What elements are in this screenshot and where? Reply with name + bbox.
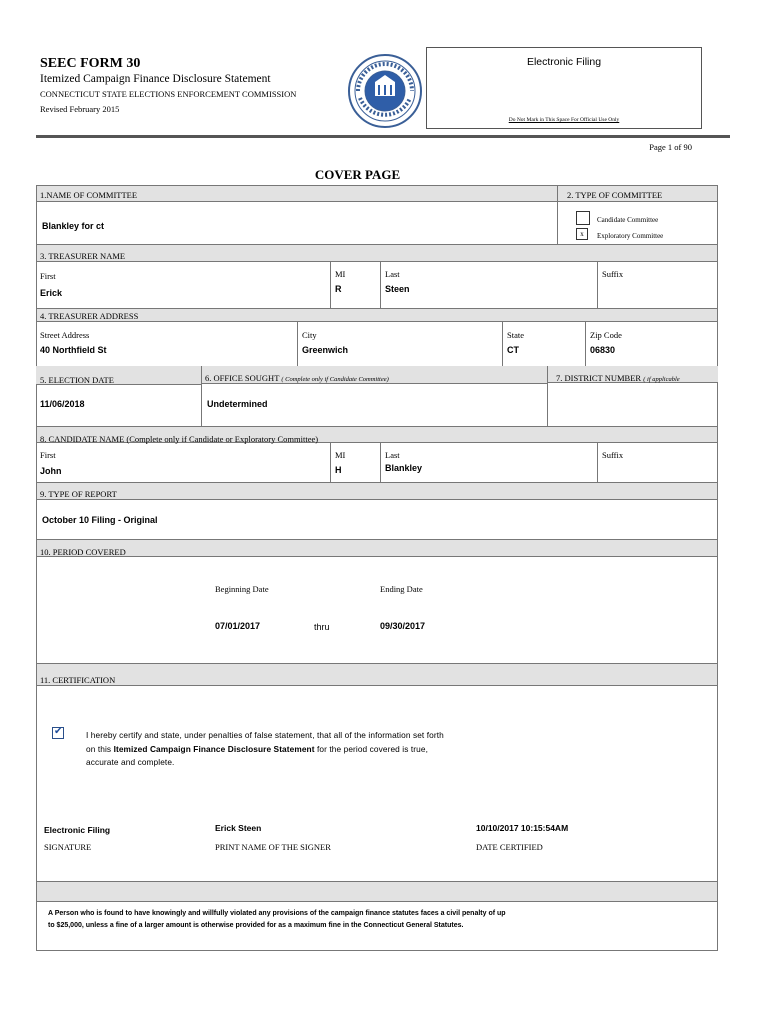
committee-name-label: 1.NAME OF COMMITTEE bbox=[40, 190, 138, 200]
beginning-date-label: Beginning Date bbox=[215, 584, 269, 594]
candidate-name-label: 8. CANDIDATE NAME (Complete only if Candidate or Exploratory Committee) bbox=[40, 434, 319, 444]
state-seal-icon bbox=[348, 54, 422, 128]
divider bbox=[297, 322, 298, 366]
form-subtitle: Itemized Campaign Finance Disclosure Statement bbox=[40, 73, 271, 85]
candidate-last-value: Blankley bbox=[385, 463, 423, 473]
certification-label: 11. CERTIFICATION bbox=[40, 675, 116, 685]
thru-label: thru bbox=[314, 622, 330, 632]
divider bbox=[330, 262, 331, 308]
committee-type-label: 2. TYPE OF COMMITTEE bbox=[567, 190, 663, 200]
candidate-mi-label: MI bbox=[335, 450, 346, 460]
candidate-committee-checkbox[interactable] bbox=[576, 211, 590, 225]
treasurer-last-value: Steen bbox=[385, 284, 410, 294]
treasurer-suffix-label: Suffix bbox=[602, 269, 624, 279]
street-value: 40 Northfield St bbox=[40, 345, 107, 355]
zip-label: Zip Code bbox=[590, 330, 622, 340]
city-label: City bbox=[302, 330, 317, 340]
divider bbox=[597, 443, 598, 482]
report-type-label: 9. TYPE OF REPORT bbox=[40, 489, 117, 499]
cert-line-1: I hereby certify and state, under penalties of false statement, that all of the information set forth bbox=[86, 730, 444, 740]
treasurer-mi-label: MI bbox=[335, 269, 346, 279]
penalty-line-2: to $25,000, unless a fine of a larger amount is otherwise provided for as a maximum fine in the Connecticut General Statutes. bbox=[48, 921, 464, 929]
electronic-filing-title: Electronic Filing bbox=[526, 56, 602, 68]
exploratory-committee-checkbox[interactable]: x bbox=[576, 228, 588, 240]
office-sought-note: ( Complete only if Candidate Committee) bbox=[281, 376, 389, 383]
cover-page-title: COVER PAGE bbox=[314, 167, 401, 182]
signature-value: Electronic Filing bbox=[44, 825, 111, 835]
official-use-note: Do Not Mark in This Space For Official Use Only bbox=[508, 117, 620, 123]
divider bbox=[557, 185, 558, 244]
agency-name: CONNECTICUT STATE ELECTIONS ENFORCEMENT COMMISSION bbox=[40, 89, 297, 99]
cert-line-2-post: for the period covered is true, bbox=[314, 743, 428, 754]
check-icon: ✔ bbox=[54, 726, 63, 737]
election-date-label: 5. ELECTION DATE bbox=[40, 375, 114, 385]
divider bbox=[201, 366, 202, 426]
revised-date: Revised February 2015 bbox=[40, 104, 120, 114]
treasurer-first-label: First bbox=[40, 271, 56, 281]
district-number-label bbox=[556, 373, 680, 383]
official-use-box bbox=[426, 47, 702, 129]
candidate-committee-label: Candidate Committee bbox=[597, 216, 659, 224]
candidate-mi-value: H bbox=[335, 465, 342, 475]
report-type-value: October 10 Filing - Original bbox=[42, 515, 158, 525]
cert-line-2-bold: Itemized Campaign Finance Disclosure Statement bbox=[113, 743, 315, 754]
committee-name-value: Blankley for ct bbox=[42, 221, 105, 231]
divider bbox=[380, 262, 381, 308]
office-sought-label bbox=[205, 373, 389, 383]
divider bbox=[597, 262, 598, 308]
section-bar-11 bbox=[36, 663, 718, 686]
candidate-last-label: Last bbox=[385, 450, 400, 460]
section-bar-10 bbox=[36, 539, 718, 557]
candidate-first-value: John bbox=[40, 466, 62, 476]
header-rule bbox=[36, 135, 730, 138]
street-label: Street Address bbox=[40, 330, 90, 340]
signer-name-value: Erick Steen bbox=[215, 823, 262, 833]
treasurer-last-label: Last bbox=[385, 269, 400, 279]
date-certified-label: DATE CERTIFIED bbox=[476, 842, 543, 852]
treasurer-name-label: 3. TREASURER NAME bbox=[40, 251, 126, 261]
election-date-value: 11/06/2018 bbox=[40, 399, 85, 409]
ending-date-value: 09/30/2017 bbox=[380, 621, 426, 631]
treasurer-address-label: 4. TREASURER ADDRESS bbox=[40, 311, 139, 321]
divider bbox=[585, 322, 586, 366]
office-sought-title: 6. OFFICE SOUGHT bbox=[205, 373, 280, 383]
candidate-suffix-label: Suffix bbox=[602, 450, 624, 460]
office-sought-value: Undetermined bbox=[207, 399, 268, 409]
page-indicator: Page 1 of 90 bbox=[649, 142, 692, 152]
treasurer-first-value: Erick bbox=[40, 288, 63, 298]
penalty-notice bbox=[48, 908, 506, 931]
divider bbox=[330, 443, 331, 482]
certify-checkbox[interactable] bbox=[52, 727, 64, 739]
divider bbox=[380, 443, 381, 482]
state-value: CT bbox=[507, 345, 519, 355]
signer-name-label: PRINT NAME OF THE SIGNER bbox=[215, 842, 331, 852]
section-bar-bottom bbox=[36, 881, 718, 902]
state-label: State bbox=[507, 330, 524, 340]
exploratory-committee-label: Exploratory Committee bbox=[597, 232, 664, 240]
beginning-date-value: 07/01/2017 bbox=[215, 621, 261, 631]
city-value: Greenwich bbox=[302, 345, 349, 355]
cert-line-3: accurate and complete. bbox=[86, 757, 175, 767]
signature-label: SIGNATURE bbox=[44, 842, 92, 852]
period-covered-label: 10. PERIOD COVERED bbox=[40, 547, 126, 557]
date-certified-value: 10/10/2017 10:15:54AM bbox=[476, 823, 569, 833]
form-title: SEEC FORM 30 bbox=[40, 56, 141, 71]
district-number-note: ( if applicable bbox=[643, 376, 680, 383]
treasurer-mi-value: R bbox=[335, 284, 342, 294]
section-bar-3 bbox=[36, 244, 718, 262]
penalty-line-1: A Person who is found to have knowingly and willfully violated any provisions of the campaign finance statutes faces a civil penalty of up bbox=[48, 910, 506, 917]
cert-line-2 bbox=[86, 743, 444, 757]
divider bbox=[547, 366, 548, 426]
divider bbox=[502, 322, 503, 366]
form-frame bbox=[36, 185, 718, 951]
section-bar-9 bbox=[36, 482, 718, 500]
candidate-first-label: First bbox=[40, 450, 56, 460]
zip-value: 06830 bbox=[590, 345, 616, 355]
ending-date-label: Ending Date bbox=[380, 584, 423, 594]
certification-text bbox=[86, 729, 444, 770]
cert-line-2-pre: on this bbox=[86, 743, 114, 754]
district-number-title: 7. DISTRICT NUMBER bbox=[556, 373, 642, 383]
